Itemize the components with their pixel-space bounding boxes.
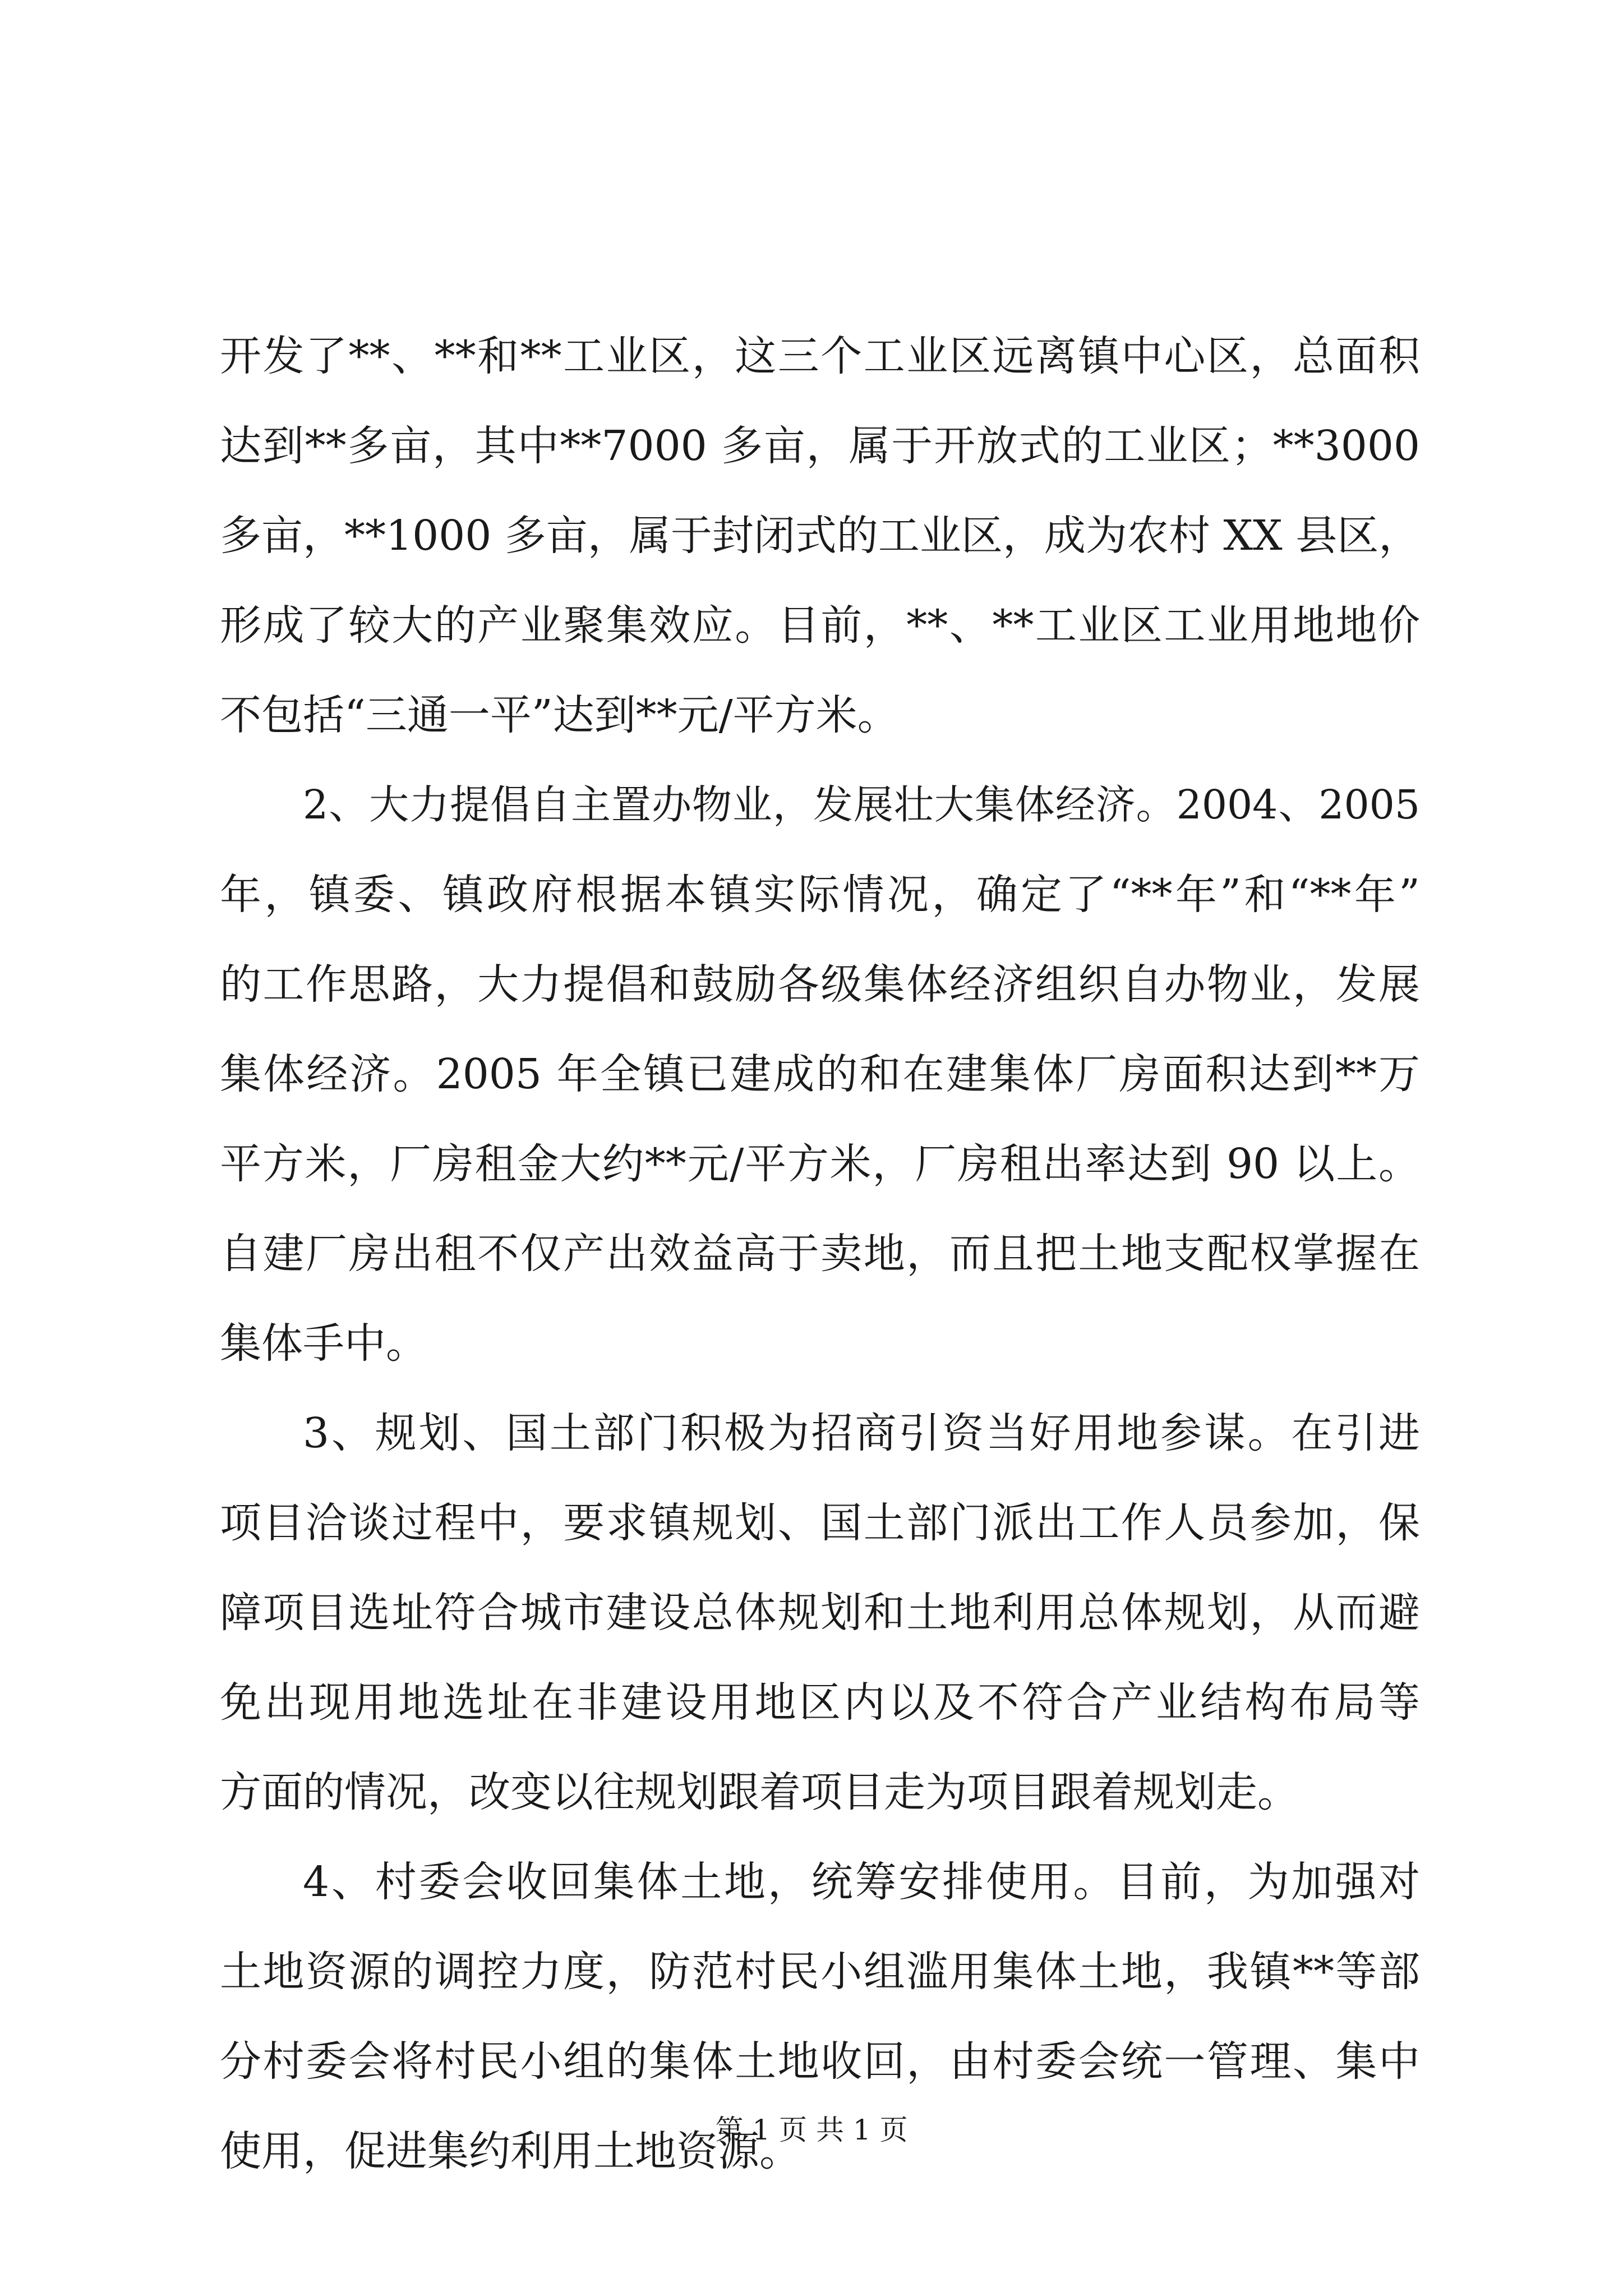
text-line: 开发了**、**和**工业区，这三个工业区远离镇中心区，总面积 [220,332,1420,380]
text-line: 多亩，**1000 多亩，属于封闭式的工业区，成为农村 XX 县区， [220,512,1421,560]
text-line: 使用，促进集约利用土地资源。 [220,2127,801,2175]
text-line: 不包括“三通一平”达到**元/平方米。 [220,691,899,739]
document-body [220,311,1420,2196]
text-line: 4、村委会收回集体土地，统筹安排使用。目前，为加强对 [303,1858,1420,1906]
paragraph-1 [220,311,1420,760]
text-line: 免出现用地选址在非建设用地区内以及不符合产业结构布局等 [220,1678,1420,1727]
text-line: 3、规划、国土部门积极为招商引资当好用地参谋。在引进 [303,1409,1420,1457]
text-line: 土地资源的调控力度，防范村民小组滥用集体土地，我镇**等部 [220,1948,1420,1996]
text-line: 集体经济。2005 年全镇已建成的和在建集体厂房面积达到**万 [220,1050,1420,1098]
text-line: 年，镇委、镇政府根据本镇实际情况，确定了“**年”和“**年” [220,871,1420,919]
text-line: 2、大力提倡自主置办物业，发展壮大集体经济。2004、2005 [303,781,1420,828]
text-line: 自建厂房出租不仅产出效益高于卖地，而且把土地支配权掌握在 [220,1230,1420,1278]
text-line: 分村委会将村民小组的集体土地收回，由村委会统一管理、集中 [220,2037,1420,2086]
text-line: 形成了较大的产业聚集效应。目前，**、**工业区工业用地地价 [220,601,1420,650]
text-line: 方面的情况，改变以往规划跟着项目走为项目跟着规划走。 [220,1768,1299,1816]
text-line: 达到**多亩，其中**7000 多亩，属于开放式的工业区；**3000 [220,422,1420,470]
paragraph-3 [220,1388,1420,1837]
text-line: 平方米，厂房租金大约**元/平方米，厂房租出率达到 90 以上。 [220,1140,1420,1188]
text-line: 项目洽谈过程中，要求镇规划、国土部门派出工作人员参加，保 [220,1499,1420,1547]
text-line: 障项目选址符合城市建设总体规划和土地利用总体规划，从而避 [220,1589,1420,1637]
text-line: 集体手中。 [220,1319,427,1368]
page-footer: 第 1 页 共 1 页 [715,2114,908,2146]
text-line: 的工作思路，大力提倡和鼓励各级集体经济组织自办物业，发展 [220,960,1420,1009]
paragraph-2 [220,760,1420,1388]
